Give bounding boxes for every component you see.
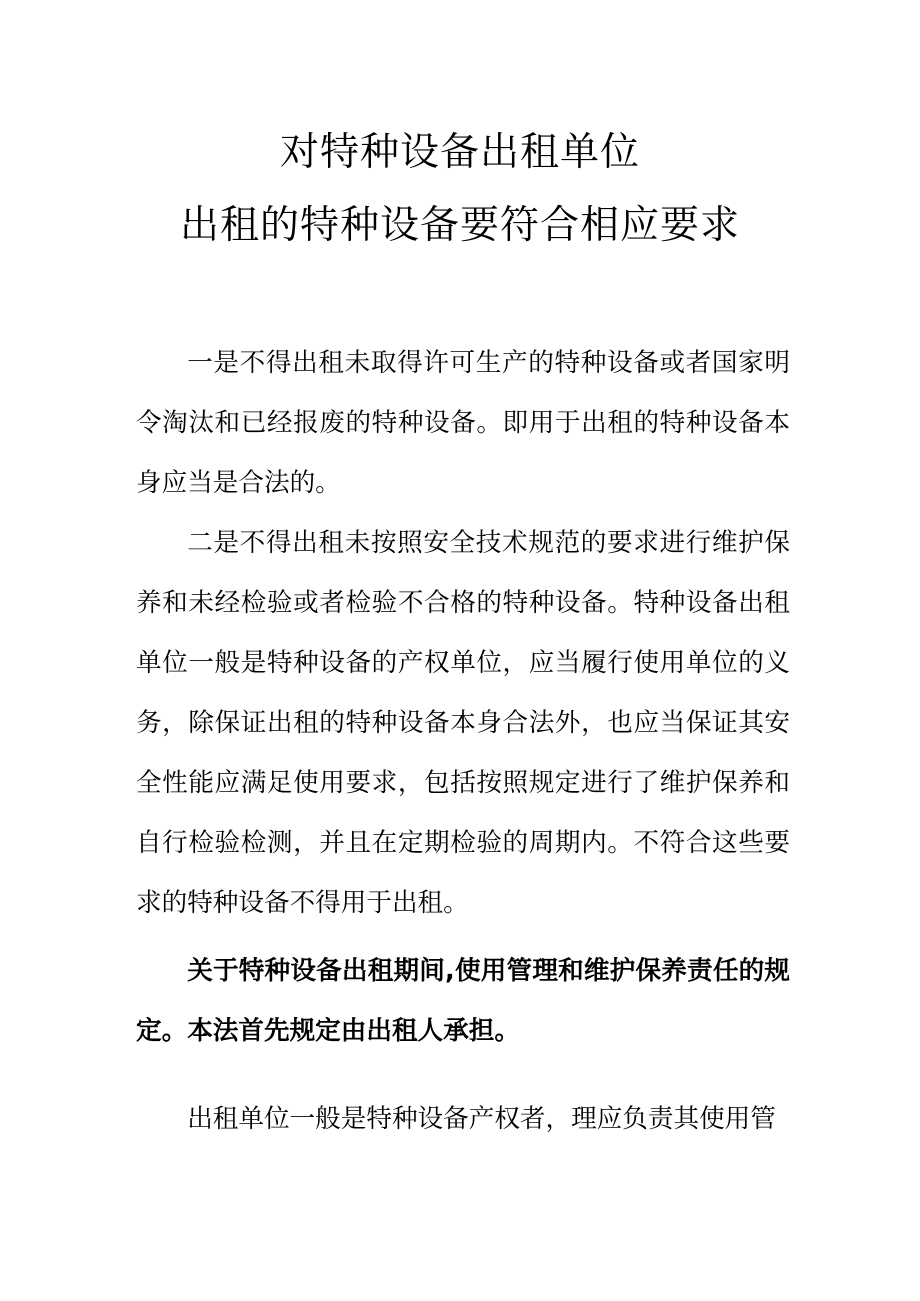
title-line-1: 对特种设备出租单位 xyxy=(279,130,640,175)
paragraph-4: 出租单位一般是特种设备产权者，理应负责其使用管 xyxy=(187,1104,776,1134)
paragraph-2: 二是不得出租未按照安全技术规范的要求进行维护保养和未经检验或者检验不合格的特种设备。特种设备出租单位一般是特种设备的产权单位，应当履行使用单位的义务，除保证出租的特种设备本身合法外，也应当保证其安全性能应满足使用要求，包括按照规定进行了维护保养和自行检验检测，并且在定期检验的周期内。不符合这些要求的特种设备不得用于出租。 xyxy=(136,528,790,918)
paragraph-1: 一是不得出租未取得许可生产的特种设备或者国家明令淘汰和已经报废的特种设备。即用于出租的特种设备本身应当是合法的。 xyxy=(136,348,790,498)
paragraph-3-bold: 关于特种设备出租期间,使用管理和维护保养责任的规定。本法首先规定由出租人承担。 xyxy=(136,956,790,1046)
title-line-2: 出租的特种设备要符合相应要求 xyxy=(179,203,740,248)
document-body xyxy=(136,333,790,1149)
document-title xyxy=(0,128,920,274)
